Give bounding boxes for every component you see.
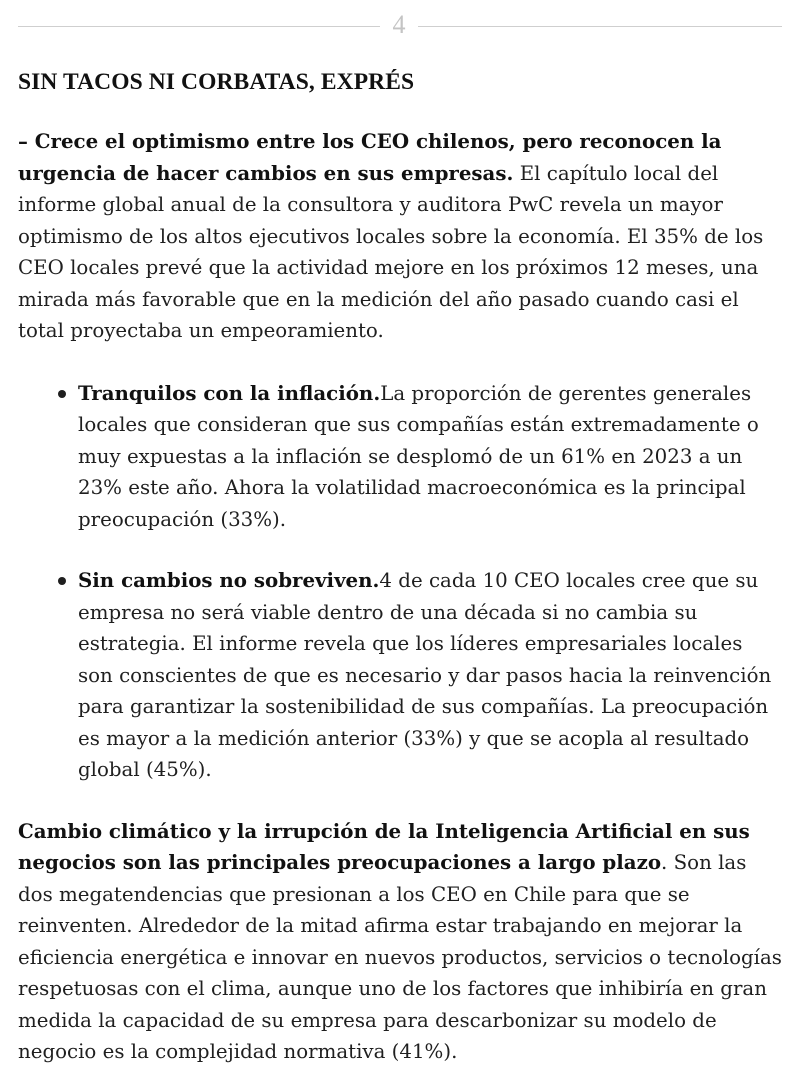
paragraph-climate-ai xyxy=(18,816,782,1068)
section-number: 4 xyxy=(392,10,406,39)
paragraph-ceo-optimism xyxy=(18,126,782,347)
paragraph-lead: Cambio climático y la irrupción de la Inteligencia Artificial en sus negocios son las principales preocupaciones a largo plazo xyxy=(18,818,750,874)
paragraph-lead: – Crece el optimismo entre los CEO chilenos, pero reconocen la urgencia de hacer cambios en sus empresas. xyxy=(18,129,722,185)
bullet-body: La proporción de gerentes generales locales que consideran que sus compañías están extremadamente o muy expuestas a la inflación se desplomó de un 61% en 2023 a un 23% este año. Ahora la volatilidad macroeconómica es la principal preocupación (33%). xyxy=(78,381,759,531)
paragraph-body: . Son las dos megatendencias que presionan a los CEO en Chile para que se reinventen. Alrededor de la mitad afirma estar trabajando en mejorar la eficiencia energética e innovar en nuevos productos, servicios o tecnologías respetuosas con el clima, aunque uno de los factores que inhibiría en gran medida la capacidad de su empresa para descarbonizar su modelo de negocio es la complejidad normativa (41%). xyxy=(18,851,782,1063)
bullet-item-inflation xyxy=(78,378,782,536)
divider-rule-left xyxy=(18,26,380,27)
bullet-item-no-change xyxy=(78,565,782,786)
bullet-body: 4 de cada 10 CEO locales cree que su empresa no será viable dentro de una década si no cambia su estrategia. El informe revela que los líderes empresariales locales son conscientes de que es necesario y dar pasos hacia la reinvención para garantizar la sostenibilidad de sus compañías. La preocupación es mayor a la medición anterior (33%) y que se acopla al resultado global (45%). xyxy=(78,569,772,781)
bullet-list xyxy=(18,378,782,786)
section-divider xyxy=(18,0,782,54)
paragraph-body: El capítulo local del informe global anual de la consultora y auditora PwC revela un mayor optimismo de los altos ejecutivos locales sobre la economía. El 35% de los CEO locales prevé que la actividad mejore en los próximos 12 meses, una mirada más favorable que en la medición del año pasado cuando casi el total proyectaba un empeoramiento. xyxy=(18,161,764,342)
bullet-lead: Tranquilos con la inflación. xyxy=(78,380,381,405)
section-heading: SIN TACOS NI CORBATAS, EXPRÉS xyxy=(18,69,415,95)
bullet-lead: Sin cambios no sobreviven. xyxy=(78,568,380,592)
divider-rule-right xyxy=(418,26,782,27)
